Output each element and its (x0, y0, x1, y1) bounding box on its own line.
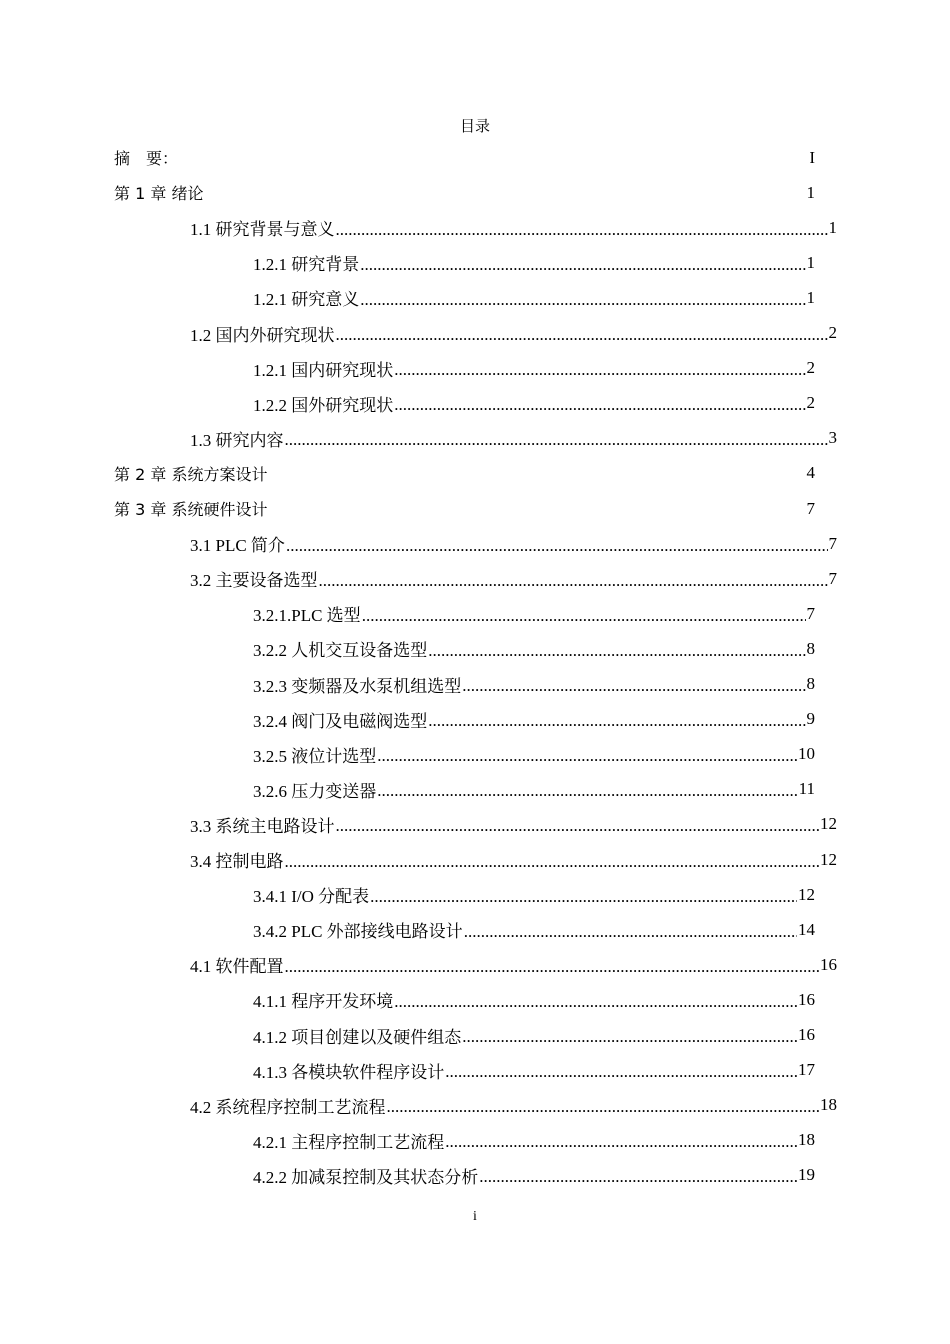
page-number-footer: i (473, 1209, 477, 1224)
toc-entry-page: 17 (798, 1060, 815, 1080)
toc-dot-leader (479, 1167, 797, 1187)
toc-entry[interactable] (253, 877, 815, 912)
toc-entry-page: 12 (820, 849, 837, 869)
toc-entry-title: 3.2 主要设备选型 (190, 571, 318, 591)
toc-entry-title: 3.4.2 PLC 外部接线电路设计 (253, 922, 463, 942)
toc-entry[interactable] (253, 631, 815, 666)
toc-entry-page: 8 (806, 674, 815, 693)
toc-entry[interactable] (253, 1158, 815, 1193)
toc-entry[interactable] (190, 526, 837, 561)
toc-entry-page: 7 (806, 603, 815, 623)
toc-dot-leader (360, 290, 805, 310)
toc-entry[interactable] (253, 702, 815, 737)
toc-entry[interactable] (190, 316, 837, 351)
toc-entry-page: 14 (798, 919, 815, 939)
toc-entry-title: 1.2.1 研究背景 (253, 255, 360, 275)
toc-entry-page: 12 (820, 814, 837, 834)
toc-entry[interactable] (190, 421, 837, 456)
toc-dot-leader (286, 536, 828, 556)
toc-entry[interactable] (114, 175, 815, 210)
toc-entry[interactable] (114, 140, 815, 175)
toc-entry[interactable] (190, 947, 837, 982)
toc-entry-title: 3.2.2 人机交互设备选型 (253, 641, 428, 661)
toc-entry[interactable] (253, 667, 815, 702)
toc-dot-leader (336, 220, 828, 240)
toc-dot-leader (336, 816, 820, 836)
toc-entry-page: 19 (798, 1165, 815, 1185)
toc-entry-page: 7 (806, 498, 815, 518)
toc-entry-page: 2 (806, 393, 815, 413)
toc-dot-leader (394, 992, 797, 1012)
toc-dot-leader (319, 571, 828, 591)
toc-entry[interactable] (253, 596, 815, 631)
toc-dot-leader (285, 852, 820, 872)
toc-entry[interactable] (114, 491, 815, 526)
toc-dot-leader (394, 395, 805, 415)
toc-entry-page: 1 (828, 217, 837, 237)
toc-entry[interactable] (253, 245, 815, 280)
toc-dot-leader (445, 1132, 797, 1152)
toc-dot-leader (394, 360, 805, 380)
toc-entry-title: 4.1 软件配置 (190, 957, 284, 977)
toc-entry-title: 4.1.1 程序开发环境 (253, 992, 394, 1012)
toc-entry-title: 4.2.2 加减泵控制及其状态分析 (253, 1167, 479, 1187)
toc-entry[interactable] (253, 1018, 815, 1053)
toc-entry-title: 摘 要： (114, 149, 179, 168)
toc-entry-page: 3 (828, 428, 837, 448)
toc-entry[interactable] (253, 982, 815, 1017)
toc-entry-title: 3.2.1.PLC 选型 (253, 606, 361, 626)
toc-entry-title: 3.2.6 压力变送器 (253, 781, 377, 801)
toc-dot-leader (285, 957, 820, 977)
toc-entry-title: 4.2.1 主程序控制工艺流程 (253, 1132, 445, 1152)
toc-dot-leader (362, 606, 806, 626)
toc-entry[interactable] (253, 737, 815, 772)
toc-entry-page: 16 (798, 1025, 815, 1044)
toc-entry-title: 第 2 章 系统方案设计 (114, 464, 268, 484)
toc-entry-page: 12 (798, 884, 815, 904)
toc-entry[interactable] (253, 351, 815, 386)
toc-entry[interactable] (253, 1053, 815, 1088)
toc-entry-title: 第 3 章 系统硬件设计 (114, 500, 268, 519)
toc-entry[interactable] (253, 280, 815, 315)
toc-entry-page: I (809, 147, 815, 167)
toc-entry-page: 18 (798, 1130, 815, 1150)
toc-entry-title: 4.2 系统程序控制工艺流程 (190, 1097, 386, 1117)
toc-entry-page: 9 (806, 709, 815, 729)
toc-entry[interactable] (253, 772, 815, 807)
toc-entry-title: 3.4.1 I/O 分配表 (253, 887, 370, 907)
toc-dot-leader (428, 641, 805, 661)
toc-entry-title: 3.4 控制电路 (190, 852, 284, 871)
toc-entry-title: 3.2.5 液位计选型 (253, 746, 377, 766)
toc-dot-leader (370, 887, 797, 907)
toc-entry-page: 18 (820, 1095, 837, 1115)
toc-dot-leader (445, 1062, 797, 1082)
toc-entry-title: 1.2.1 国内研究现状 (253, 360, 394, 380)
toc-entry-title: 1.2.2 国外研究现状 (253, 395, 394, 415)
toc-entry-title: 3.1 PLC 简介 (190, 536, 285, 556)
toc-dot-leader (285, 430, 828, 450)
toc-entry-title: 1.1 研究背景与意义 (190, 220, 335, 240)
toc-dot-leader (464, 922, 797, 942)
page-title: 目录 (459, 119, 490, 135)
toc-entry-page: 8 (806, 638, 815, 658)
toc-entry-title: 3.2.3 变频器及水泵机组选型 (253, 676, 462, 696)
toc-entry[interactable] (190, 210, 837, 245)
toc-entry-page: 1 (806, 182, 815, 202)
toc-entry-page: 1 (806, 287, 815, 307)
toc-dot-leader (428, 711, 805, 731)
toc-entry[interactable] (253, 912, 815, 947)
toc-entry-page: 16 (798, 989, 815, 1009)
toc-entry-page: 10 (798, 744, 815, 764)
toc-entry-title: 1.3 研究内容 (190, 430, 284, 450)
toc-entry[interactable] (253, 386, 815, 421)
toc-dot-leader (462, 676, 805, 696)
toc-entry[interactable] (190, 807, 837, 842)
toc-entry-page: 16 (820, 954, 837, 974)
toc-dot-leader (377, 746, 797, 766)
toc-entry-title: 1.2.1 研究意义 (253, 290, 360, 310)
toc-entry-page: 4 (806, 463, 815, 483)
toc-entry[interactable] (190, 842, 837, 877)
toc-entry-page: 2 (806, 358, 815, 378)
toc-entry-title: 第 1 章 绪论 (114, 184, 204, 204)
toc-entry-title: 3.2.4 阀门及电磁阀选型 (253, 711, 428, 731)
toc-entry[interactable] (190, 1088, 837, 1123)
toc-entry-page: 7 (828, 533, 837, 553)
toc-entry-title: 1.2 国内外研究现状 (190, 325, 335, 345)
toc-dot-leader (462, 1027, 797, 1047)
toc-entry-page: 1 (806, 252, 815, 272)
toc-entry[interactable] (114, 456, 815, 491)
toc-entry[interactable] (190, 561, 837, 596)
toc-dot-leader (377, 781, 797, 801)
toc-entry-title: 3.3 系统主电路设计 (190, 816, 335, 836)
toc-entry-page: 11 (798, 779, 815, 799)
toc-dot-leader (336, 325, 828, 345)
toc-entry-page: 7 (828, 568, 837, 588)
toc-dot-leader (360, 255, 805, 275)
toc-entry[interactable] (253, 1123, 815, 1158)
toc-entry-title: 4.1.2 项目创建以及硬件组态 (253, 1027, 462, 1047)
toc-entry-page: 2 (828, 323, 837, 342)
toc-dot-leader (387, 1097, 820, 1117)
toc-entry-title: 4.1.3 各模块软件程序设计 (253, 1062, 445, 1082)
